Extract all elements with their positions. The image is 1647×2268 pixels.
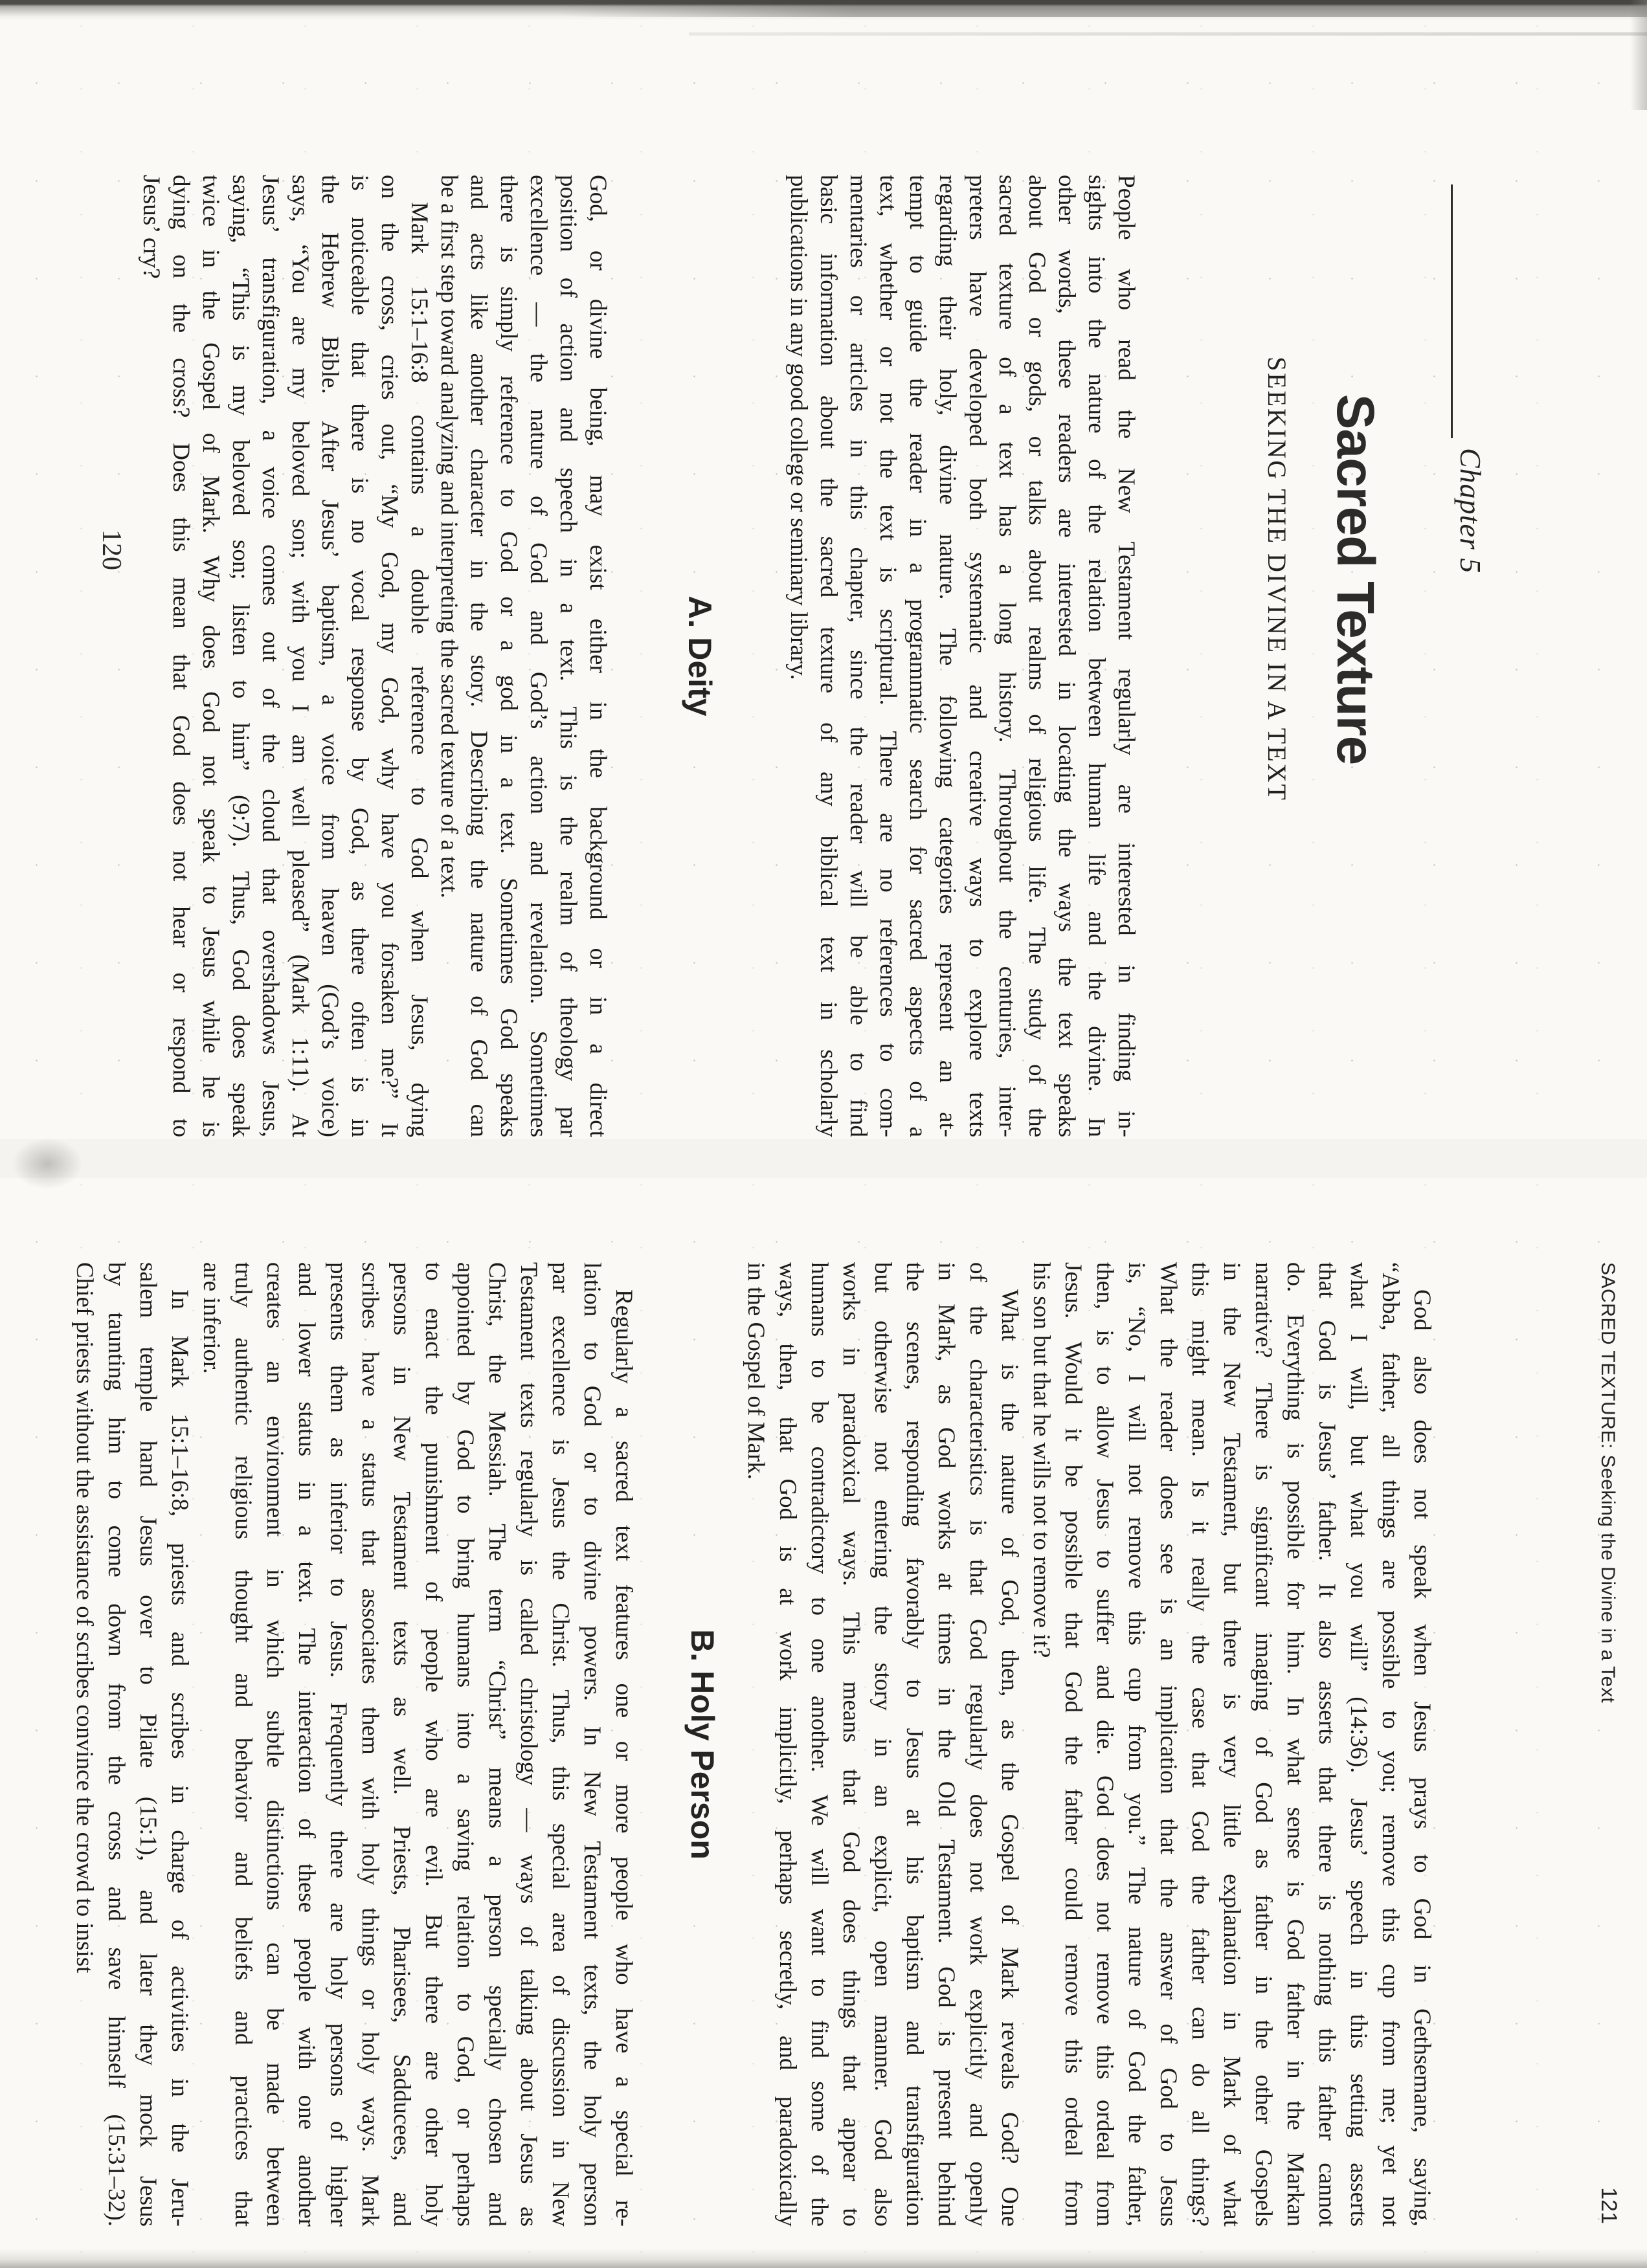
text-line: regarding their holy, divine nature. The following categories represent an at- bbox=[934, 175, 961, 1137]
text-line: Jesus’ cry? bbox=[138, 175, 164, 279]
chapter-label: Chapter 5 bbox=[1454, 448, 1487, 574]
text-line: to enact the punishment of people who are evil. But there are other holy bbox=[420, 1262, 447, 2227]
text-line: ways, then, that God is at work implicitly, perhaps secretly, and paradoxically bbox=[774, 1262, 801, 2227]
text-line: preters have developed both systematic and creative ways to explore texts bbox=[964, 175, 991, 1137]
chapter-rule bbox=[1451, 184, 1453, 438]
page120-intro-paragraphs bbox=[783, 175, 1141, 1137]
paragraph bbox=[783, 175, 1141, 1137]
text-line: what I will, but what you will” (14:36). Jesus’ speech in this setting asserts bbox=[1345, 1262, 1372, 2227]
text-line: by taunting him to come down from the cross and save himself (15:31–32). bbox=[103, 1262, 129, 2227]
page-number-120: 120 bbox=[96, 529, 126, 570]
page-edge-shadow bbox=[689, 32, 1647, 36]
text-line: saying, “This is my beloved son; listen to him” (9:7). Thus, God does speak bbox=[227, 175, 254, 1137]
section-heading-b: B. Holy Person bbox=[684, 1629, 721, 1860]
page-number-121: 121 bbox=[1597, 2187, 1621, 2224]
text-line: but otherwise not entering the story in an explicit, open manner. God also bbox=[869, 1262, 896, 2227]
text-line: sights into the nature of the relation between human life and the divine. In bbox=[1083, 175, 1110, 1137]
chapter-subtitle: SEEKING THE DIVINE IN A TEXT bbox=[1262, 356, 1292, 802]
paragraph bbox=[740, 1262, 1025, 2227]
text-line: Regularly a sacred text features one or more people who have a special re- bbox=[611, 1289, 637, 2227]
text-line: works in paradoxical ways. This means that God does things that appear to bbox=[838, 1262, 864, 2227]
text-line: and acts like another character in the story. Describing the nature of God can bbox=[465, 175, 492, 1137]
paragraph bbox=[69, 1262, 196, 2227]
paragraph bbox=[136, 175, 434, 1137]
text-line: there is simply reference to God or a god in a text. Sometimes God speaks bbox=[495, 175, 522, 1137]
text-line: position of action and speech in a text. This is the realm of theology par bbox=[555, 175, 581, 1137]
text-line: humans to be contradictory to one another. We will want to find some of the bbox=[806, 1262, 833, 2227]
running-head: SACRED TEXTURE: Seeking the Divine in a Text bbox=[1597, 1262, 1619, 1704]
page-120-scan bbox=[0, 19, 1647, 1139]
text-line: tempt to guide the reader in a programmatic search for sacred aspects of a bbox=[904, 175, 931, 1137]
text-line: then, is to allow Jesus to suffer and die. God does not remove this ordeal from bbox=[1092, 1262, 1118, 2227]
text-line: Mark 15:1–16:8 contains a double reference to God when Jesus, dying bbox=[406, 202, 432, 1137]
text-line: narrative? There is significant imaging of God as father in the other Gospels bbox=[1250, 1262, 1277, 2227]
text-line: Jesus’ transfiguration, a voice comes out of the cloud that overshadows Jesus, bbox=[257, 175, 284, 1137]
text-line: sacred texture of a text has a long history. Throughout the centuries, inter- bbox=[994, 175, 1020, 1137]
text-line: the Hebrew Bible. After Jesus’ baptism, a voice from heaven (God’s voice) bbox=[317, 175, 343, 1137]
text-line: God, or divine being, may exist either in the background or in a direct bbox=[585, 175, 611, 1137]
text-line: creates an environment in which subtle distinctions can be made between bbox=[262, 1262, 288, 2227]
text-line: dying on the cross? Does this mean that God does not hear or respond to bbox=[168, 175, 194, 1137]
paragraph bbox=[196, 1262, 640, 2227]
scanner-bottom-edge-shadow bbox=[0, 2249, 1647, 2268]
text-line: of the characteristics is that God regularly does not work explicitly and openly bbox=[965, 1262, 991, 2227]
paragraph bbox=[1025, 1262, 1438, 2227]
text-line: Testament texts regularly is called christology — ways of talking about Jesus as bbox=[515, 1262, 542, 2227]
text-line: text, whether or not the text is scriptural. There are no references to com- bbox=[875, 175, 901, 1137]
text-line: this might mean. Is it really the case that God the father can do all things? bbox=[1187, 1262, 1213, 2227]
text-line: par excellence is Jesus the Christ. Thus, this special area of discussion in New bbox=[547, 1262, 574, 2227]
text-line: basic information about the sacred texture of any biblical text in scholarly bbox=[815, 175, 842, 1137]
text-line: What the reader does see is an implication that the answer of God to Jesus bbox=[1155, 1262, 1182, 2227]
page-corner-shadow bbox=[1630, 0, 1647, 110]
text-line: persons in New Testament texts as well. Priests, Pharisees, Sadducees, and bbox=[388, 1262, 415, 2227]
text-line: his son but that he wills not to remove it? bbox=[1028, 1262, 1055, 1658]
text-line: in the New Testament, but there is very little explanation in Mark of what bbox=[1218, 1262, 1245, 2227]
text-line: the scenes, responding favorably to Jesus at his baptism and transfiguration bbox=[901, 1262, 928, 2227]
page121-paragraphs-before-heading bbox=[740, 1262, 1438, 2227]
text-line: publications in any good college or seminary library. bbox=[785, 175, 812, 680]
text-line: lation to God or to divine powers. In New Testament texts, the holy person bbox=[579, 1262, 605, 2227]
text-line: presents them as inferior to Jesus. Frequently there are holy persons of higher bbox=[325, 1262, 352, 2227]
text-line: What is the nature of God, then, as the Gospel of Mark reveals God? One bbox=[996, 1289, 1023, 2227]
chapter-title: Sacred Texture bbox=[1326, 394, 1385, 765]
text-line: truly authentic religious thought and behavior and beliefs and practices that bbox=[230, 1262, 256, 2227]
text-line: is, “No, I will not remove this cup from you.” The nature of God the father, bbox=[1123, 1262, 1150, 2227]
text-line: appointed by God to bring humans into a saving relation to God, or perhaps bbox=[452, 1262, 478, 2227]
text-line: In Mark 15:1–16:8, priests and scribes in charge of activities in the Jeru- bbox=[166, 1289, 193, 2227]
text-line: other words, these readers are interested in locating the ways the text speaks bbox=[1053, 175, 1080, 1137]
text-line: scribes have a status that associates them with holy things or holy ways. Mark bbox=[357, 1262, 383, 2227]
text-line: God also does not speak when Jesus prays to God in Gethsemane, saying, bbox=[1409, 1289, 1435, 2227]
text-line: says, “You are my beloved son; with you I am well pleased” (Mark 1:11). At bbox=[287, 175, 313, 1137]
text-line: twice in the Gospel of Mark. Why does God not speak to Jesus while he is bbox=[197, 175, 224, 1137]
page121-section-b-paragraphs bbox=[69, 1262, 640, 2227]
text-line: Chief priests without the assistance of scribes convince the crowd to insist bbox=[71, 1262, 98, 1973]
text-line: is noticeable that there is no vocal response by God, as there often is in bbox=[346, 175, 373, 1137]
text-line: Jesus. Would it be possible that God the father could remove this ordeal from bbox=[1060, 1262, 1086, 2227]
text-line: about God or gods, or talks about realms of religious life. The study of the bbox=[1024, 175, 1050, 1137]
section-heading-a: A. Deity bbox=[682, 595, 718, 717]
text-line: in the Gospel of Mark. bbox=[743, 1262, 769, 1480]
text-line: People who read the New Testament regularly are interested in finding in- bbox=[1113, 175, 1139, 1137]
text-line: Christ, the Messiah. The term “Christ” means a person specially chosen and bbox=[484, 1262, 510, 2227]
text-line: mentaries or articles in this chapter, since the reader will be able to find bbox=[845, 175, 871, 1137]
page120-section-a-paragraphs bbox=[136, 175, 612, 1137]
scan-smudge bbox=[12, 1138, 83, 1190]
text-line: that God is Jesus’ father. It also asserts that there is nothing this father cannot bbox=[1314, 1262, 1340, 2227]
text-line: salem temple hand Jesus over to Pilate (15:1), and later they mock Jesus bbox=[135, 1262, 161, 2227]
scanner-top-edge-shadow bbox=[0, 0, 1647, 17]
text-line: be a first step toward analyzing and interpreting the sacred texture of a text. bbox=[436, 175, 462, 898]
text-line: do. Everything is possible for him. In what sense is God father in the Markan bbox=[1282, 1262, 1308, 2227]
text-line: excellence — the nature of God and God’s action and revelation. Sometimes bbox=[525, 175, 552, 1137]
text-line: are inferior. bbox=[198, 1262, 225, 1374]
text-line: on the cross, cries out, “My God, my God, why have you forsaken me?” It bbox=[376, 175, 403, 1137]
paragraph bbox=[434, 175, 612, 1137]
text-line: “Abba, father, all things are possible to you; remove this cup from me; yet not bbox=[1377, 1262, 1404, 2227]
page-121-scan bbox=[0, 1178, 1647, 2268]
text-line: and lower status in a text. The interaction of these people with one another bbox=[293, 1262, 320, 2227]
text-line: in Mark, as God works at times in the Old Testament. God is present behind bbox=[933, 1262, 959, 2227]
